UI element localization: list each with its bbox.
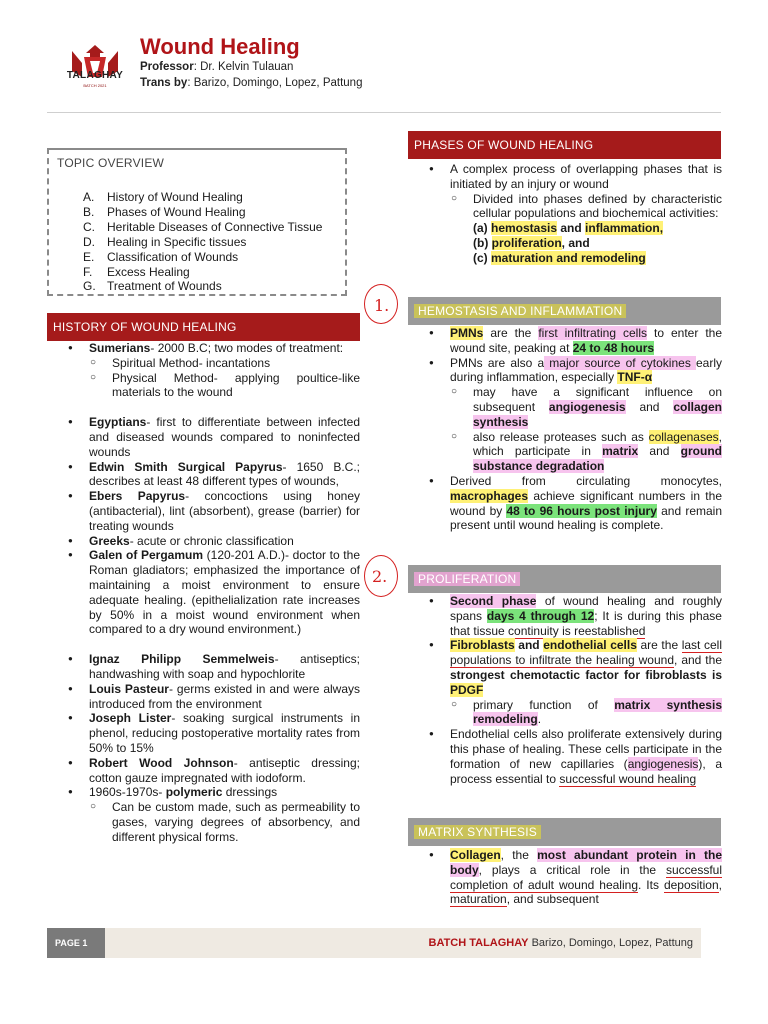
list-item: ● Derived from circulating monocytes, macrophages achieve significant numbers in the wound by 48 to 96 hours post injury and remain present until wound healing is complete. xyxy=(429,474,722,533)
section-proliferation-header: PROLIFERATION xyxy=(408,565,721,593)
matrix-content xyxy=(429,848,722,907)
section-phases-header: PHASES OF WOUND HEALING xyxy=(408,131,721,159)
section-matrix-header: MATRIX SYNTHESIS xyxy=(408,818,721,846)
hemostasis-content xyxy=(429,326,722,533)
list-item: ● Joseph Lister- soaking surgical instruments in phenol, reducing postoperative mortality rates from 50% to 15% xyxy=(68,711,360,755)
list-item: ● Edwin Smith Surgical Papyrus- 1650 B.C.; describes at least 48 different types of wounds, xyxy=(68,460,360,490)
list-item: (c) maturation and remodeling xyxy=(473,250,646,265)
list-item: ● Ignaz Philipp Semmelweis- antiseptics; handwashing with soap and hypochlorite xyxy=(68,652,360,682)
topic-overview-item: B. Phases of Wound Healing xyxy=(83,204,246,219)
header-divider xyxy=(47,112,721,113)
annotation-number-2: 2. xyxy=(372,567,388,586)
list-item: ○ primary function of matrix synthesis remodeling. xyxy=(429,698,722,728)
list-item: ● Galen of Pergamum (120-201 A.D.)- doctor to the Roman gladiators; emphasized the importance of maintaining a moist environment to ensure adequate healing. (epithelialization rate increases by 50% in a moist wound environment when compared to a dry wound environment.) xyxy=(68,548,360,637)
section-hemostasis-header: HEMOSTASIS AND INFLAMMATION xyxy=(408,297,721,325)
trans-line: Trans by: Barizo, Domingo, Lopez, Pattung xyxy=(140,77,363,89)
topic-overview-item: G. Treatment of Wounds xyxy=(83,279,222,294)
phases-content xyxy=(429,162,722,266)
proliferation-content xyxy=(429,594,722,786)
topic-overview-item: C. Heritable Diseases of Connective Tissue xyxy=(83,219,323,234)
topic-overview-title: TOPIC OVERVIEW xyxy=(57,156,165,170)
list-item: ● A complex process of overlapping phases that is initiated by an injury or wound xyxy=(429,162,722,192)
list-item: ○ Divided into phases defined by characteristic cellular populations and biochemical activities: xyxy=(429,192,722,222)
topic-overview-box xyxy=(47,148,347,296)
list-item: ● Ebers Papyrus- concoctions using honey (antibacterial), lint (absorbent), grease (barrier) for treating wounds xyxy=(68,489,360,533)
list-item: ● Second phase of wound healing and roughly spans days 4 through 12; It is during this phase that tissue continuity is reestablished xyxy=(429,594,722,638)
list-item: (a) hemostasis and inflammation, xyxy=(473,221,664,236)
list-item: ○ Physical Method- applying poultice-like materials to the wound xyxy=(68,371,360,401)
section-history-header: HISTORY OF WOUND HEALING xyxy=(47,313,360,341)
list-item: ● Louis Pasteur- germs existed in and were always introduced from the environment xyxy=(68,682,360,712)
history-content xyxy=(68,341,360,845)
list-item: ● 1960s-1970s- polymeric dressings xyxy=(68,785,360,800)
list-item: ○ Can be custom made, such as permeability to gases, varying degrees of absorbency, and different physical forms. xyxy=(68,800,360,844)
list-item: (b) proliferation, and xyxy=(473,235,590,250)
list-item: ● Fibroblasts and endothelial cells are the last cell populations to infiltrate the healing wound, and the strongest chemotactic factor for fibroblasts is PDGF xyxy=(429,638,722,697)
list-item: ● Robert Wood Johnson- antiseptic dressing; cotton gauze impregnated with iodoform. xyxy=(68,756,360,786)
list-item: ● Endothelial cells also proliferate extensively during this phase of healing. These cells participate in the formation of new capillaries (angiogenesis), a process essential to successful wound healing xyxy=(429,727,722,786)
list-item: ● Egyptians- first to differentiate between infected and diseased wounds compared to noninfected wounds xyxy=(68,415,360,459)
topic-overview-item: E. Classification of Wounds xyxy=(83,249,239,264)
list-item: ○ may have a significant influence on subsequent angiogenesis and collagen synthesis xyxy=(429,385,722,429)
logo-subtext: BATCH 2021 xyxy=(83,83,107,88)
topic-overview-item: D. Healing in Specific tissues xyxy=(83,234,247,249)
footer-credits: BATCH TALAGHAY Barizo, Domingo, Lopez, Pattung xyxy=(428,937,693,949)
list-item: ● PMNs are the first infiltrating cells to enter the wound site, peaking at 24 to 48 hours xyxy=(429,326,722,356)
list-item: ○ also release proteases such as collagenases, which participate in matrix and ground substance degradation xyxy=(429,430,722,474)
professor-line: Professor: Dr. Kelvin Tulauan xyxy=(140,61,294,73)
topic-overview-item: A. History of Wound Healing xyxy=(83,190,243,204)
list-item: ● Greeks- acute or chronic classification xyxy=(68,534,360,549)
topic-overview-item: F. Excess Healing xyxy=(83,264,190,279)
list-item: ○ Spiritual Method- incantations xyxy=(68,356,360,371)
list-item: ● PMNs are also a major source of cytokines early during inflammation, especially TNF-α xyxy=(429,356,722,386)
list-item: ● Collagen, the most abundant protein in the body, plays a critical role in the successful completion of adult wound healing. Its deposition, maturation, and subsequent xyxy=(429,848,722,907)
page-title: Wound Healing xyxy=(140,34,300,59)
annotation-number-1: 1. xyxy=(374,296,390,315)
page-number: PAGE 1 xyxy=(47,928,105,958)
logo-text: TALAGHAY xyxy=(66,70,124,81)
topic-overview-list xyxy=(57,190,337,294)
list-item: ● Sumerians- 2000 B.C; two modes of treatment: xyxy=(68,341,360,356)
